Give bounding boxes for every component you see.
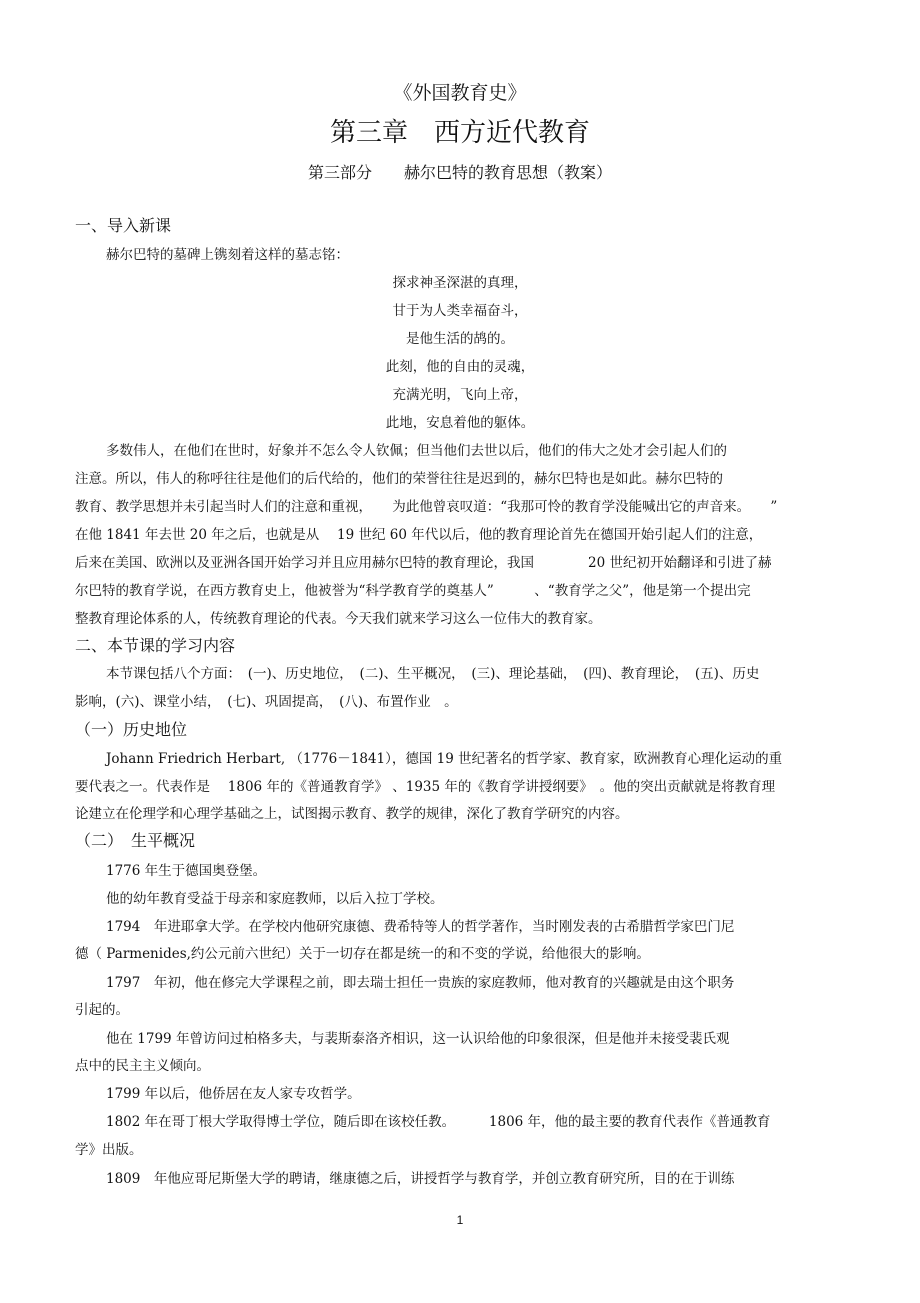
chapter-title: 第三章 西方近代教育 bbox=[329, 118, 590, 148]
paragraph-line: 学》出版。 bbox=[75, 1142, 143, 1158]
paragraph-line: 他的幼年教育受益于母亲和家庭教师，以后入拉丁学校。 bbox=[106, 891, 444, 907]
paragraph-line: 尔巴特的教育学说，在西方教育史上，他被誉为“科学教育学的奠基人” 、“教育学之父”，他是第一个提出完 bbox=[75, 583, 751, 599]
page-number: 1 bbox=[456, 1213, 464, 1227]
paragraph-line: 影响，(六)、课堂小结， (七)、巩固提高， (八)、布置作业 。 bbox=[75, 694, 458, 710]
section2-heading: 二、本节课的学习内容 bbox=[75, 636, 236, 655]
epitaph-line: 充满光明，飞向上帝， bbox=[392, 387, 528, 403]
paragraph-line: 要代表之一。代表作是 1806 年的《普通教育学》 、1935 年的《教育学讲授纲要》 。他的突出贡献就是将教育理 bbox=[75, 779, 776, 795]
paragraph-line: 在他 1841 年去世 20 年之后，也就是从 19 世纪 60 年代以后，他的教育理论首先在德国开始引起人们的注意， bbox=[75, 527, 763, 543]
paragraph-line: 1797 年初，他在修完大学课程之前，即去瑞士担任一贵族的家庭教师，他对教育的兴趣就是由这个职务 bbox=[106, 975, 735, 991]
paragraph-line: 1799 年以后，他侨居在友人家专攻哲学。 bbox=[106, 1086, 361, 1102]
paragraph-line: 1809 年他应哥尼斯堡大学的聘请，继康德之后，讲授哲学与教育学，并创立教育研究所，目的在于训练 bbox=[106, 1171, 735, 1187]
paragraph-line: 德（ Parmenides,约公元前六世纪）关于一切存在都是统一的和不变的学说，给他很大的影响。 bbox=[75, 946, 650, 962]
epitaph-line: 探求神圣深湛的真理， bbox=[392, 275, 528, 291]
subsection1-heading: （一）历史地位 bbox=[75, 720, 188, 739]
subsection2-heading: （二） 生平概况 bbox=[75, 831, 196, 850]
paragraph-line: 后来在美国、欧洲以及亚洲各国开始学习并且应用赫尔巴特的教育理论，我国 20 世纪初开始翻译和引进了赫 bbox=[75, 555, 772, 571]
paragraph-line: Johann Friedrich Herbart, （1776－1841），德国 19 世纪著名的哲学家、教育家，欧洲教育心理化运动的重 bbox=[106, 751, 783, 767]
paragraph-line: 教育、教学思想并未引起当时人们的注意和重视， 为此他曾哀叹道：“我那可怜的教育学没能喊出它的声音来。 ” bbox=[75, 499, 778, 515]
paragraph-line: 引起的。 bbox=[75, 1002, 129, 1018]
paragraph-line: 论建立在伦理学和心理学基础之上，试图揭示教育、教学的规律，深化了教育学研究的内容。 bbox=[75, 806, 629, 822]
epitaph-line: 是他生活的鸪的。 bbox=[406, 331, 514, 347]
section1-heading: 一、导入新课 bbox=[75, 216, 172, 235]
paragraph-line: 1802 年在哥丁根大学取得博士学位，随后即在该校任教。 1806 年，他的最主要的教育代表作《普通教育 bbox=[106, 1114, 771, 1130]
section1-intro: 赫尔巴特的墓碑上镌刻着这样的墓志铭： bbox=[106, 247, 349, 263]
section-title: 第三部分 赫尔巴特的教育思想（教案） bbox=[307, 163, 612, 182]
paragraph-line: 1794 年进耶拿大学。在学校内他研究康德、费希特等人的哲学著作，当时刚发表的古希腊哲学家巴门尼 bbox=[106, 919, 735, 935]
epitaph-line: 甘于为人类幸福奋斗， bbox=[392, 303, 528, 319]
epitaph-line: 此地，安息着他的躯体。 bbox=[385, 415, 535, 431]
paragraph-line: 他在 1799 年曾访问过柏格多夫，与裴斯泰洛齐相识，这一认识给他的印象很深，但是他并未接受裴氏观 bbox=[106, 1031, 730, 1047]
paragraph-line: 注意。所以，伟人的称呼往往是他们的后代给的，他们的荣誉往往是迟到的，赫尔巴特也是如此。赫尔巴特的 bbox=[75, 471, 723, 487]
epitaph-line: 此刻，他的自由的灵魂， bbox=[385, 359, 535, 375]
book-title: 《外国教育史》 bbox=[393, 82, 527, 104]
paragraph-line: 点中的民主主义倾向。 bbox=[75, 1058, 210, 1074]
paragraph-line: 1776 年生于德国奥登堡。 bbox=[106, 863, 267, 879]
paragraph-line: 多数伟人，在他们在世时，好象并不怎么令人钦佩；但当他们去世以后，他们的伟大之处才会引起人们的 bbox=[106, 443, 727, 459]
paragraph-line: 本节课包括八个方面： (一)、历史地位， (二)、生平概况， (三)、理论基础， (四)、教育理论， (五)、历史 bbox=[106, 666, 760, 682]
paragraph-line: 整教育理论体系的人，传统教育理论的代表。今天我们就来学习这么一位伟大的教育家。 bbox=[75, 611, 602, 627]
